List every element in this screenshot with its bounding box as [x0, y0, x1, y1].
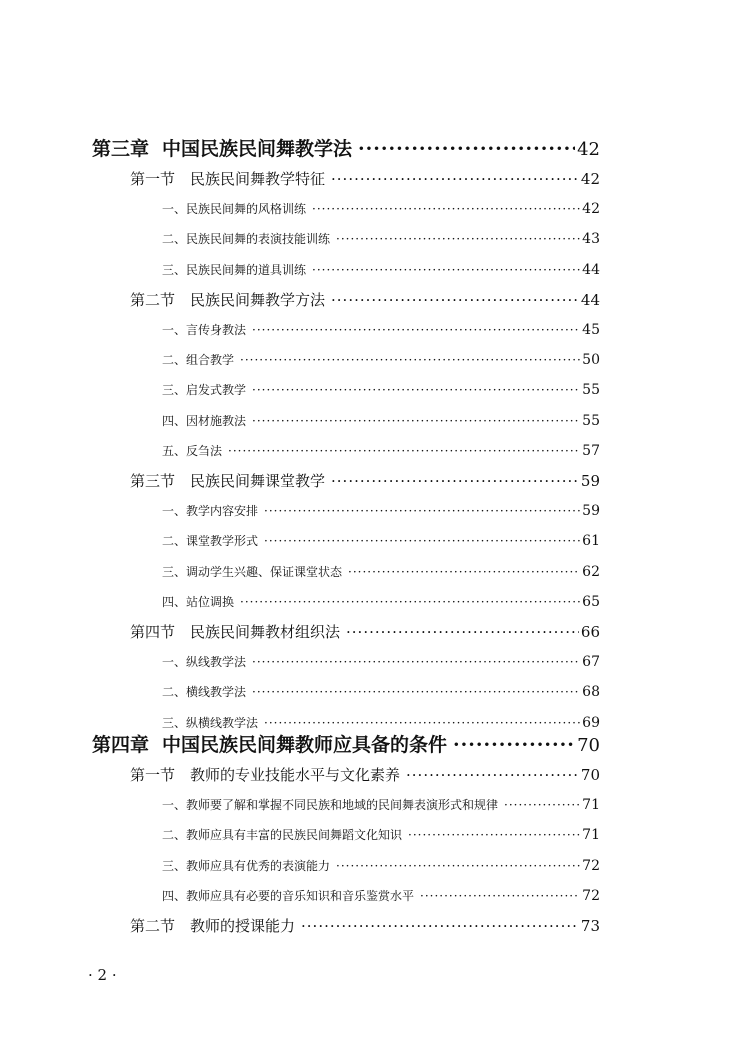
toc-item-title: 四、站位调换 — [162, 594, 235, 609]
toc-item-page: 44 — [582, 261, 600, 278]
dot-leader — [453, 734, 575, 756]
toc-section-entry[interactable] — [130, 289, 600, 310]
toc-item-entry[interactable] — [162, 412, 600, 429]
dot-leader — [252, 414, 580, 428]
toc-item-page: 43 — [582, 231, 600, 248]
toc-item-page: 68 — [582, 684, 600, 701]
toc-chapter-entry[interactable] — [92, 730, 600, 757]
toc-item-title: 四、教师应具有必要的音乐知识和音乐鉴赏水平 — [162, 888, 415, 903]
dot-leader — [228, 444, 580, 458]
toc-item-title: 四、因材施教法 — [162, 413, 247, 428]
dot-leader — [346, 623, 579, 641]
toc-item-heading — [162, 593, 234, 610]
dot-leader — [331, 472, 579, 490]
toc-section-number: 第二节 — [130, 917, 176, 935]
toc-item-title: 一、纵线教学法 — [162, 655, 247, 670]
dot-leader — [240, 353, 580, 367]
toc-section-heading — [130, 168, 325, 189]
toc-item-page: 55 — [582, 412, 600, 429]
toc-section-page: 44 — [580, 290, 600, 309]
toc-chapter-title: 中国民族民间舞教学法 — [162, 138, 353, 160]
dot-leader — [348, 565, 580, 579]
dot-leader — [331, 291, 579, 309]
toc-item-title: 三、调动学生兴趣、保证课堂状态 — [162, 564, 343, 579]
toc-item-page: 61 — [582, 533, 600, 550]
toc-item-page: 69 — [582, 714, 600, 731]
toc-item-title: 一、言传身教法 — [162, 323, 247, 337]
toc-item-entry[interactable] — [162, 563, 600, 580]
toc-chapter-entry[interactable] — [92, 134, 600, 161]
toc-section-page: 42 — [580, 170, 600, 188]
toc-section-heading — [130, 289, 325, 310]
toc-item-title: 一、民族民间舞的风格训练 — [162, 202, 307, 217]
toc-item-entry[interactable] — [162, 796, 600, 813]
toc-item-title: 三、民族民间舞的道具训练 — [162, 262, 307, 277]
toc-item-page: 72 — [582, 857, 600, 874]
toc-item-title: 三、启发式教学 — [162, 383, 247, 398]
toc-chapter-number: 第四章 — [92, 734, 150, 756]
toc-item-heading — [162, 502, 258, 519]
toc-section-entry[interactable] — [130, 915, 600, 936]
toc-item-page: 71 — [582, 827, 600, 844]
toc-section-number: 第一节 — [130, 170, 176, 188]
toc-section-page: 73 — [580, 917, 600, 935]
toc-item-title: 一、教师要了解和掌握不同民族和地域的民间舞表演形式和规律 — [162, 798, 499, 813]
toc-item-page: 67 — [582, 654, 600, 671]
toc-item-heading — [162, 442, 222, 459]
dot-leader — [420, 889, 580, 903]
toc-item-entry[interactable] — [162, 593, 600, 610]
toc-section-entry[interactable] — [130, 621, 600, 642]
toc-item-entry[interactable] — [162, 887, 600, 904]
toc-item-entry[interactable] — [162, 826, 600, 843]
toc-section-title: 民族民间舞教材组织法 — [190, 623, 341, 641]
toc-section-title: 教师的授课能力 — [190, 917, 296, 935]
toc-section-number: 第一节 — [130, 766, 176, 784]
toc-chapter-heading — [92, 730, 447, 757]
toc-section-title: 教师的专业技能水平与文化素养 — [190, 766, 401, 784]
toc-item-heading — [162, 857, 330, 874]
toc-section-title: 民族民间舞教学方法 — [190, 290, 326, 309]
toc-item-title: 一、教学内容安排 — [162, 504, 259, 519]
toc-item-title: 五、反刍法 — [162, 443, 223, 458]
toc-section-number: 第二节 — [130, 290, 176, 309]
toc-section-page: 70 — [580, 766, 600, 784]
toc-section-entry[interactable] — [130, 764, 600, 785]
toc-item-page: 55 — [582, 382, 600, 399]
toc-item-heading — [162, 653, 246, 670]
dot-leader — [264, 504, 580, 518]
toc-item-heading — [162, 887, 414, 904]
toc-item-heading — [162, 412, 246, 429]
dot-leader — [252, 655, 580, 669]
toc-item-entry[interactable] — [162, 261, 600, 278]
toc-item-heading — [162, 714, 258, 731]
toc-chapter-heading — [92, 134, 352, 161]
toc-item-heading — [162, 796, 498, 813]
toc-section-page: 59 — [580, 472, 600, 490]
toc-item-heading — [162, 826, 402, 843]
toc-item-heading — [162, 200, 306, 217]
toc-item-heading — [162, 321, 246, 338]
toc-section-heading — [130, 915, 295, 936]
toc-item-page: 45 — [582, 322, 600, 338]
dot-leader — [252, 685, 580, 699]
toc-item-heading — [162, 261, 306, 278]
toc-item-page: 42 — [582, 201, 600, 218]
dot-leader — [252, 383, 580, 397]
toc-item-page: 65 — [582, 593, 600, 610]
toc-item-page: 72 — [582, 887, 600, 904]
toc-item-page: 62 — [582, 563, 600, 580]
toc-item-heading — [162, 351, 234, 368]
toc-item-title: 二、组合教学 — [162, 353, 235, 368]
toc-chapter-page: 70 — [577, 735, 600, 756]
toc-item-page: 59 — [582, 503, 600, 520]
toc-item-title: 二、横线教学法 — [162, 685, 247, 700]
toc-item-entry[interactable] — [162, 381, 600, 398]
dot-leader — [358, 138, 575, 160]
toc-chapter-page: 42 — [577, 139, 600, 160]
dot-leader — [312, 202, 580, 216]
page-number: · 2 · — [88, 966, 117, 984]
toc-item-title: 二、民族民间舞的表演技能训练 — [162, 232, 331, 247]
toc-item-entry[interactable] — [162, 351, 600, 368]
toc-item-entry[interactable] — [162, 714, 600, 731]
toc-section-number: 第四节 — [130, 623, 176, 641]
toc-item-entry[interactable] — [162, 200, 600, 217]
toc-item-page: 57 — [582, 442, 600, 459]
toc-item-heading — [162, 683, 246, 700]
dot-leader — [331, 170, 579, 188]
toc-section-title: 民族民间舞教学特征 — [190, 170, 326, 188]
toc-section-entry[interactable] — [130, 168, 600, 189]
dot-leader — [336, 232, 580, 246]
dot-leader — [240, 595, 580, 609]
toc-item-entry[interactable] — [162, 321, 600, 338]
toc-item-title: 三、教师应具有优秀的表演能力 — [162, 858, 331, 873]
toc-section-entry[interactable] — [130, 470, 600, 491]
dot-leader — [312, 263, 580, 277]
toc-item-entry[interactable] — [162, 857, 600, 874]
dot-leader — [408, 828, 580, 842]
toc-chapter-number: 第三章 — [92, 138, 150, 160]
dot-leader — [406, 766, 579, 784]
dot-leader — [336, 859, 580, 873]
dot-leader — [264, 716, 580, 730]
toc-item-page: 50 — [582, 352, 600, 369]
toc-item-page: 71 — [582, 797, 600, 814]
dot-leader — [301, 917, 579, 935]
dot-leader — [264, 534, 580, 548]
toc-item-title: 二、课堂教学形式 — [162, 534, 259, 549]
toc-section-title: 民族民间舞课堂教学 — [190, 472, 326, 490]
dot-leader — [504, 798, 580, 812]
toc-item-entry[interactable] — [162, 653, 600, 670]
toc-section-heading — [130, 764, 400, 785]
toc-section-page: 66 — [580, 623, 600, 641]
toc-item-heading — [162, 381, 246, 398]
toc-item-entry[interactable] — [162, 532, 600, 549]
toc-section-number: 第三节 — [130, 472, 176, 490]
dot-leader — [252, 323, 580, 337]
toc-item-entry[interactable] — [162, 442, 600, 459]
toc-item-heading — [162, 230, 330, 247]
toc-section-heading — [130, 470, 325, 491]
toc-item-entry[interactable] — [162, 683, 600, 700]
toc-item-entry[interactable] — [162, 230, 600, 247]
toc-chapter-title: 中国民族民间舞教师应具备的条件 — [162, 734, 448, 756]
toc-item-title: 二、教师应具有丰富的民族民间舞蹈文化知识 — [162, 828, 403, 843]
toc-item-heading — [162, 563, 342, 580]
toc-item-entry[interactable] — [162, 502, 600, 519]
toc-item-heading — [162, 532, 258, 549]
toc-item-title: 三、纵横线教学法 — [162, 715, 259, 730]
toc-section-heading — [130, 621, 340, 642]
